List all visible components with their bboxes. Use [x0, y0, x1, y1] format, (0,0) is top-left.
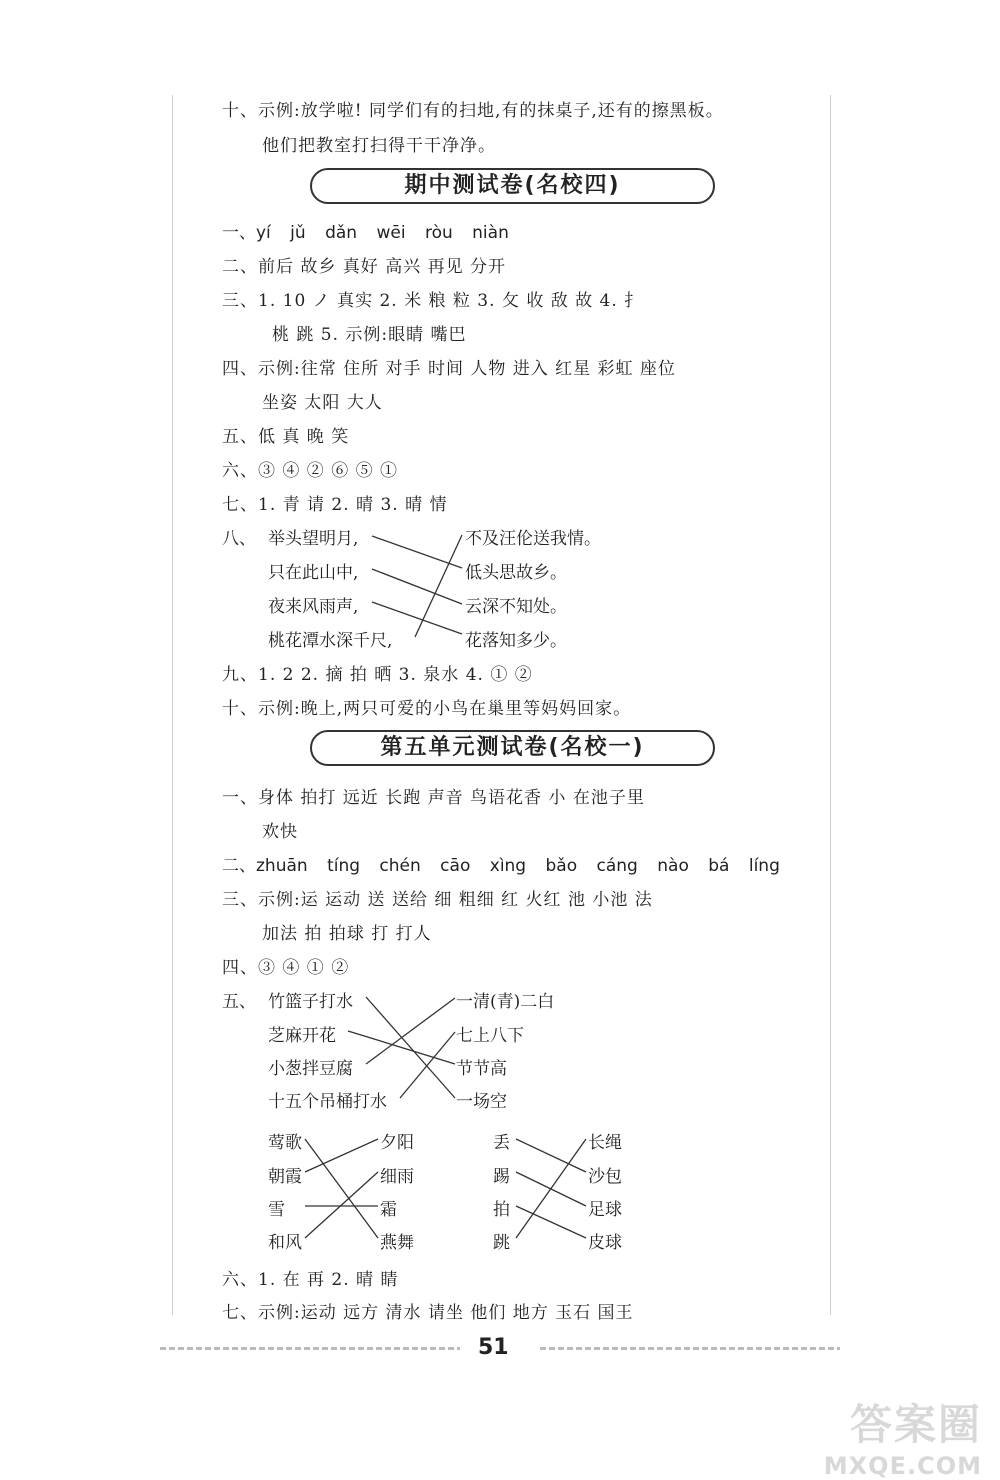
pair-c-right-4: 皮球 [588, 1233, 622, 1253]
idiom-right-4: 一场空 [456, 1092, 507, 1112]
pair-c-right-3: 足球 [588, 1200, 622, 1220]
pair-b-right-2: 细雨 [380, 1167, 414, 1187]
pair-c-left-2: 踢 [493, 1167, 510, 1187]
poem-right-2: 低头思故乡。 [465, 563, 567, 583]
idiom-left-3: 小葱拌豆腐 [268, 1059, 353, 1079]
answer-two: 二、前后 故乡 真好 高兴 再见 分开 [222, 257, 507, 277]
pair-c-left-4: 跳 [493, 1233, 510, 1253]
unit5-two-pinyin: 二、zhuān tíng chén cāo xìng bǎo cáng nào bá líng [222, 856, 780, 876]
answer-ten-line1: 十、示例:放学啦! 同学们有的扫地,有的抹桌子,还有的擦黑板。 [222, 101, 724, 121]
pair-b-right-1: 夕阳 [380, 1133, 414, 1153]
watermark-logo: 答案圈 [849, 1400, 982, 1449]
idiom-left-2: 芝麻开花 [268, 1026, 336, 1046]
answer-one-pinyin: 一、yí jǔ dǎn wēi ròu niàn [222, 223, 509, 243]
line-poem-2-3 [372, 569, 462, 604]
unit5-seven: 七、示例:运动 远方 清水 请坐 他们 地方 玉石 国王 [222, 1303, 634, 1323]
pair-c-left-1: 丢 [493, 1133, 510, 1153]
pair-b-right-3: 霜 [380, 1200, 397, 1220]
idiom-right-2: 七上八下 [456, 1026, 524, 1046]
pair-c-right-2: 沙包 [588, 1167, 622, 1187]
poem-right-1: 不及汪伦送我情。 [465, 529, 601, 549]
unit5-one-line2: 欢快 [262, 822, 298, 842]
footer-rule-right [540, 1347, 840, 1350]
section-title-unit5: 第五单元测试卷(名校一) [310, 730, 715, 766]
unit5-three-line1: 三、示例:运 运动 送 送给 细 粗细 红 火红 池 小池 法 [222, 890, 653, 910]
line-c-3-4 [516, 1206, 586, 1238]
pair-b-left-1: 莺歌 [268, 1133, 302, 1153]
pair-b-left-4: 和风 [268, 1233, 302, 1253]
answer-three-line2: 桃 跳 5. 示例:眼睛 嘴巴 [272, 325, 467, 345]
idiom-left-4: 十五个吊桶打水 [268, 1092, 387, 1112]
answer-ten-unit: 十、示例:晚上,两只可爱的小鸟在巢里等妈妈回家。 [222, 699, 632, 719]
poem-left-1: 举头望明月, [268, 529, 359, 549]
footer-rule-left [160, 1347, 460, 1350]
line-b-4-2 [305, 1172, 378, 1238]
idiom-right-3: 节节高 [456, 1059, 507, 1079]
line-b-1-4 [305, 1139, 378, 1238]
line-b-2-1 [305, 1139, 378, 1172]
line-idiom-2-3 [348, 1031, 455, 1064]
answer-ten-line2: 他们把教室打扫得干干净净。 [262, 136, 496, 156]
match-eight-label: 八、 [222, 529, 256, 549]
poem-right-4: 花落知多少。 [465, 631, 567, 651]
pair-b-left-3: 雪 [268, 1200, 285, 1220]
line-idiom-3-1 [366, 998, 455, 1064]
watermark [824, 1392, 982, 1480]
answer-five: 五、低 真 晚 笑 [222, 427, 350, 447]
pair-b-right-4: 燕舞 [380, 1233, 414, 1253]
unit5-four: 四、③ ④ ① ② [222, 958, 350, 978]
answer-seven: 七、1. 青 请 2. 晴 3. 晴 情 [222, 495, 448, 515]
idiom-left-1: 竹篮子打水 [268, 992, 353, 1012]
answer-six: 六、③ ④ ② ⑥ ⑤ ① [222, 461, 399, 481]
unit5-six: 六、1. 在 再 2. 晴 睛 [222, 1270, 399, 1290]
pair-c-right-1: 长绳 [588, 1133, 622, 1153]
poem-left-2: 只在此山中, [268, 563, 359, 583]
answer-four-line1: 四、示例:往常 住所 对手 时间 人物 进入 红星 彩虹 座位 [222, 359, 676, 379]
pair-b-left-2: 朝霞 [268, 1167, 302, 1187]
answer-three-line1: 三、1. 10 ノ 真实 2. 米 粮 粒 3. 攵 收 敌 故 4. 扌 [222, 291, 643, 311]
line-c-4-1 [516, 1139, 586, 1238]
idiom-right-1: 一清(青)二白 [456, 992, 555, 1012]
poem-right-3: 云深不知处。 [465, 597, 567, 617]
watermark-url: MXQE.COM [823, 1452, 982, 1480]
unit5-three-line2: 加法 拍 拍球 打 打人 [262, 924, 432, 944]
answer-four-line2: 坐姿 太阳 大人 [262, 393, 383, 413]
line-poem-3-4 [372, 602, 462, 634]
poem-left-4: 桃花潭水深千尺, [268, 631, 393, 651]
answer-nine: 九、1. 2 2. 摘 拍 晒 3. 泉水 4. ① ② [222, 665, 533, 685]
line-poem-4-1 [415, 535, 462, 637]
poem-left-3: 夜来风雨声, [268, 597, 359, 617]
unit5-one-line1: 一、身体 拍打 远近 长跑 声音 鸟语花香 小 在池子里 [222, 788, 645, 808]
section-title-midterm: 期中测试卷(名校四) [310, 168, 715, 204]
pair-c-left-3: 拍 [493, 1200, 510, 1220]
page-number: 51 [478, 1335, 509, 1360]
line-c-1-2 [516, 1139, 586, 1172]
match-five-label: 五、 [222, 992, 256, 1012]
